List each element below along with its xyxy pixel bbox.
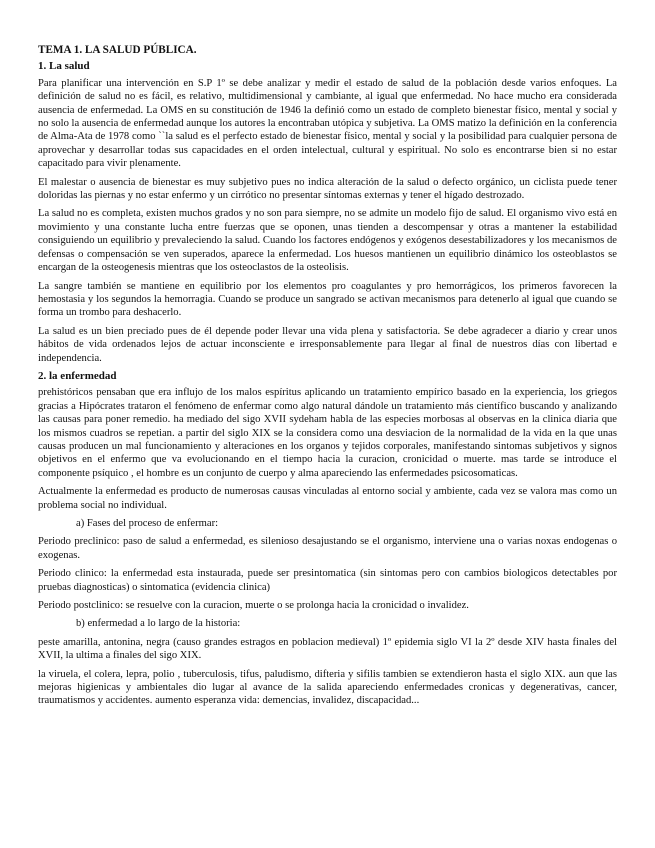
paragraph: La sangre también se mantiene en equilibrio por los elementos pro coagulantes y pro hemorrágicos, los primeros favorecen la hemostasia y los segundos la hemorragia. Cuando se produce un sangrado se activan mecanismos para detenerlo al igual que cuando se forma un trombo para deshacerlo. — [38, 280, 617, 319]
paragraph: Para planificar una intervención en S.P 1º se debe analizar y medir el estado de salud de la población desde varios enfoques. La definición de salud no es fácil, es relativo, multidimensional y cambiante, al igual que enfermedad. No hace mucho era considerada ausencia de enfermedad. La OMS en su constitución de 1946 la definió como un estado de completo bienestar físico, mental y social y no solo la ausencia de enfermedad aunque los autores la encontraban utópica y subjetiva. La OMS matizo la definición en la conferencia de Alma-Ata de 1978 como ``la salud es el perfecto estado de bienestar físico, mental y social y la posibilidad para cualquier persona de aprovechar y desarrollar todas sus capacidades en el orden intelectual, cultural y espiritual. No solo es encontrarse bien si no estar capacitado para vivir plenamente. — [38, 77, 617, 170]
paragraph: Periodo preclinico: paso de salud a enfermedad, es silenioso desajustando se el organismo, interviene una o varias noxas endogenas o exogenas. — [38, 536, 617, 561]
paragraph: El malestar o ausencia de bienestar es muy subjetivo pues no indica alteración de la salud o defecto orgánico, un ciclista puede tener doloridas las piernas y no estar enfermo y un cirrótico no presentar síntomas externas y tener el hígado destrozado. — [38, 176, 617, 202]
subsection-heading-historia: b) enfermedad a lo largo de la historia: — [76, 618, 241, 630]
paragraph: peste amarilla, antonina, negra (causo grandes estragos en poblacion medieval) 1º epidemia siglo VI la 2º desde XIV hasta finales del XVII, la ultima a finales del sigo XIX. — [38, 636, 617, 662]
section-heading-enfermedad: 2. la enfermedad — [38, 369, 117, 382]
document-page — [38, 44, 617, 713]
paragraph: prehistóricos pensaban que era influjo de los malos espíritus aplicando un tratamiento empírico basado en la experiencia, los griegos gracias a Hipócrates trataron el fenómeno de enfermar como algo natural dándole un tratamiento más científico buscando y analizando las causas para poner remedio. ha mediado del sigo XVII sydeham habla de las especies morbosas al observas en la clinica diaria que los mismos cuadros se repetian. a partir del siglo XIX se la considera como una desviacion de la normalidad de la vida en la que unas causas producen un mal funcionamiento y alteraciones en los organos y tejidos corporales, manifestando sintomas subjetivos y signos objetivos en el enfermo que va evolucionando en el tiempo hacia la curacion, cronicidad o muerte. mas tarde se introduce el componente psíquico , el hombre es un conjunto de cuerpo y alma apareciendo las enfermedades psicosomaticas. — [38, 387, 617, 479]
paragraph: Periodo clinico: la enfermedad esta instaurada, puede ser presintomatica (sin sintomas pero con cambios biologicos detectables por pruebas diagnosticas) o sintomatica (evidencia clinica) — [38, 568, 617, 593]
paragraph: Periodo postclinico: se resuelve con la curacion, muerte o se prolonga hacia la cronicidad o invalidez. — [38, 600, 469, 612]
paragraph: La salud es un bien preciado pues de él depende poder llevar una vida plena y satisfactoria. Se debe agradecer a diario y crear unos hábitos de vida ordenados lejos de actuar inconsciente e irresponsablemente para llegar al final de nuestros días con libertad e independencia. — [38, 325, 617, 364]
paragraph: La salud no es completa, existen muchos grados y no son para siempre, no se admite un modelo fijo de salud. El organismo vivo está en movimiento y una constante lucha entre fuerzas que se oponen, unas tienden a descompensar y otras a mantener la estabilidad consiguiendo un equilibrio y prevaleciendo la salud. Cuando los factores endógenos y exógenos desestabilizadores y los mecanismos de defensas o compensación se ven superados, aparece la enfermedad. Los huesos mantienen un equilibrio dinámico los osteoblastos se encargan de la osteogenesis mientras que los osteoclastos de la osteolisis. — [38, 208, 617, 274]
paragraph: Actualmente la enfermedad es producto de numerosas causas vinculadas al entorno social y ambiente, cada vez se valora mas como un problema social no individual. — [38, 486, 617, 511]
document-title: TEMA 1. LA SALUD PÚBLICA. — [38, 44, 197, 56]
section-heading-salud: 1. La salud — [38, 60, 90, 73]
subsection-heading-fases: a) Fases del proceso de enfermar: — [76, 518, 219, 529]
paragraph: la viruela, el colera, lepra, polio , tuberculosis, tifus, paludismo, difteria y sifilis tambien se extendieron hasta el siglo XIX. aun que las mejoras higienicas y ambientales dio lugar al avance de la salida apareciendo enfermedades cronicas y degenerativas, cancer, traumatismos y accidentes. aumento esperanza vida: demencias, invalidez, discapacidad... — [38, 668, 617, 707]
